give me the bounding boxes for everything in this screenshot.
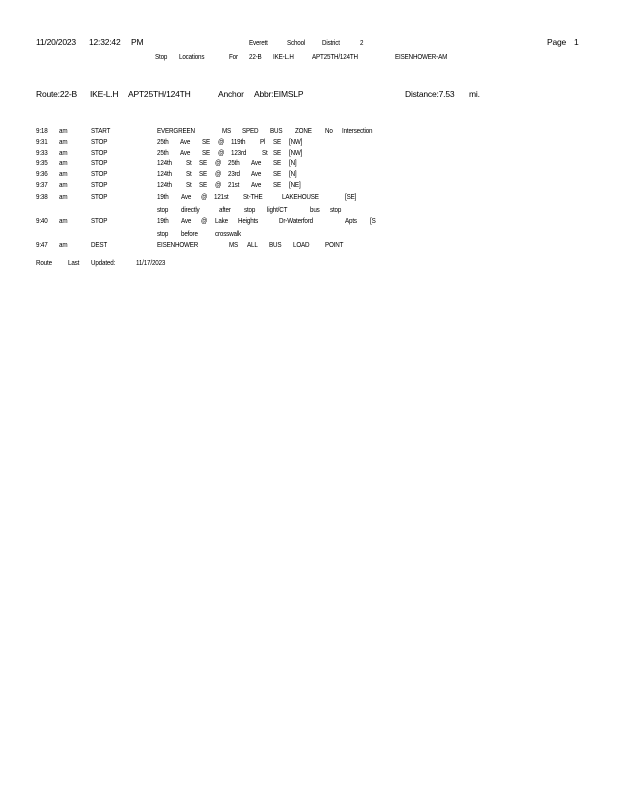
stop-description-word: bus <box>310 205 320 214</box>
subtitle-word: APT25TH/124TH <box>312 52 358 61</box>
stop-description-word: 123rd <box>231 148 247 157</box>
stop-description-word: before <box>181 229 198 238</box>
stop-description-word: 124th <box>157 169 172 178</box>
stop-description-word: Ave <box>181 192 192 201</box>
stop-description-word: St-THE <box>243 192 263 201</box>
stop-time: 9:33 <box>36 148 48 157</box>
stop-description-word: Ave <box>251 169 262 178</box>
stop-description-word: LOAD <box>293 240 310 249</box>
stop-description-word: @ <box>215 158 222 167</box>
stop-description-word: @ <box>201 216 208 225</box>
stop-description-word: @ <box>218 137 225 146</box>
page-number: 1 <box>574 37 579 47</box>
route-id: Route:22-B <box>36 89 77 99</box>
stop-description-word: 121st <box>214 192 229 201</box>
stop-type: STOP <box>91 180 108 189</box>
stop-description-word: 25th <box>157 148 169 157</box>
stop-description-word: ALL <box>247 240 258 249</box>
stop-description-word: MS <box>222 126 232 135</box>
stop-description-word: St <box>186 158 192 167</box>
stop-description-word: BUS <box>269 240 282 249</box>
stop-description-word: SE <box>199 169 208 178</box>
stop-time: 9:36 <box>36 169 48 178</box>
stop-ampm: am <box>59 240 68 249</box>
stop-description-word: @ <box>201 192 208 201</box>
stop-ampm: am <box>59 126 68 135</box>
stop-description-word: SE <box>273 158 282 167</box>
stop-time: 9:38 <box>36 192 48 201</box>
stop-description-word: Ave <box>251 158 262 167</box>
stop-description-word: 21st <box>228 180 240 189</box>
stop-time: 9:40 <box>36 216 48 225</box>
org-word: District <box>322 38 340 47</box>
report-date: 11/20/2023 <box>36 37 76 47</box>
stop-description-word: POINT <box>325 240 344 249</box>
stop-description-word: 19th <box>157 192 169 201</box>
stop-description-word: Apts <box>345 216 357 225</box>
subtitle-word: 22-B <box>249 52 262 61</box>
stop-description-word: EISENHOWER <box>157 240 199 249</box>
distance-units: mi. <box>469 89 480 99</box>
footer-word: Updated: <box>91 258 116 267</box>
stop-type: STOP <box>91 216 108 225</box>
stop-description-word: 23rd <box>228 169 240 178</box>
stop-description-word: LAKEHOUSE <box>282 192 319 201</box>
stop-description-word: SPED <box>242 126 259 135</box>
stop-time: 9:37 <box>36 180 48 189</box>
stop-type: STOP <box>91 148 108 157</box>
stop-description-word: [NW] <box>289 148 303 157</box>
report-ampm: PM <box>131 37 144 47</box>
stop-description-word: [NW] <box>289 137 303 146</box>
stop-ampm: am <box>59 148 68 157</box>
stop-description-word: SE <box>273 169 282 178</box>
report-time: 12:32:42 <box>89 37 121 47</box>
stop-description-word: SE <box>202 137 211 146</box>
stop-type: DEST <box>91 240 108 249</box>
footer-word: Last <box>68 258 80 267</box>
stop-description-word: 124th <box>157 180 172 189</box>
stop-description-word: @ <box>215 169 222 178</box>
stop-description-word: Intersection <box>342 126 373 135</box>
stop-description-word: Ave <box>180 137 191 146</box>
stop-type: STOP <box>91 137 108 146</box>
stop-description-word: SE <box>273 137 282 146</box>
stop-ampm: am <box>59 180 68 189</box>
stop-description-word: SE <box>273 148 282 157</box>
stop-description-word: St <box>262 148 268 157</box>
stop-description-word: stop <box>157 205 169 214</box>
stop-description-word: SE <box>273 180 282 189</box>
stop-description-word: after <box>219 205 231 214</box>
stop-description-word: @ <box>215 180 222 189</box>
stop-description-word: [S <box>370 216 376 225</box>
stop-description-word: St <box>186 180 192 189</box>
stop-description-word: SE <box>202 148 211 157</box>
stop-description-word: 19th <box>157 216 169 225</box>
stop-description-word: stop <box>244 205 256 214</box>
stop-description-word: 25th <box>228 158 240 167</box>
stop-description-word: No <box>325 126 333 135</box>
route-abbr: Abbr:EIMSLP <box>254 89 304 99</box>
stop-time: 9:47 <box>36 240 48 249</box>
stop-description-word: ZONE <box>295 126 312 135</box>
stop-description-word: [N] <box>289 169 297 178</box>
footer-word: Route <box>36 258 52 267</box>
stop-ampm: am <box>59 158 68 167</box>
stop-description-word: 124th <box>157 158 172 167</box>
stop-type: STOP <box>91 169 108 178</box>
stop-description-word: [NE] <box>289 180 301 189</box>
stop-time: 9:35 <box>36 158 48 167</box>
stop-description-word: 119th <box>231 137 246 146</box>
stop-description-word: EVERGREEN <box>157 126 195 135</box>
stop-description-word: Dr-Waterford <box>279 216 313 225</box>
route-code: IKE-L.H <box>90 89 119 99</box>
stop-description-word: Ave <box>180 148 191 157</box>
subtitle-word: For <box>229 52 238 61</box>
subtitle-word: IKE-L.H <box>273 52 294 61</box>
subtitle-word: Stop <box>155 52 168 61</box>
stop-description-word: [SE] <box>345 192 357 201</box>
stop-description-word: stop <box>330 205 342 214</box>
stop-description-word: 25th <box>157 137 169 146</box>
stop-description-word: crosswalk <box>215 229 242 238</box>
route-name: APT25TH/124TH <box>128 89 191 99</box>
stop-description-word: stop <box>157 229 169 238</box>
stop-type: STOP <box>91 192 108 201</box>
org-word: Everett <box>249 38 268 47</box>
anchor-label: Anchor <box>218 89 244 99</box>
stop-description-word: @ <box>218 148 225 157</box>
stop-description-word: SE <box>199 180 208 189</box>
last-updated-date: 11/17/2023 <box>136 258 166 267</box>
org-word: School <box>287 38 306 47</box>
stop-description-word: St <box>186 169 192 178</box>
subtitle-word: Locations <box>179 52 205 61</box>
stop-ampm: am <box>59 169 68 178</box>
stop-description-word: Heights <box>238 216 259 225</box>
stop-type: STOP <box>91 158 108 167</box>
stop-description-word: MS <box>229 240 239 249</box>
stop-ampm: am <box>59 216 68 225</box>
subtitle-word: EISENHOWER-AM <box>395 52 448 61</box>
stop-description-word: Lake <box>215 216 228 225</box>
stop-description-word: light/CT <box>267 205 288 214</box>
stop-description-word: BUS <box>270 126 283 135</box>
stop-ampm: am <box>59 192 68 201</box>
page-label: Page <box>547 37 567 47</box>
org-word: 2 <box>360 38 364 47</box>
stop-description-word: Ave <box>251 180 262 189</box>
stop-description-word: Ave <box>181 216 192 225</box>
stop-ampm: am <box>59 137 68 146</box>
stop-time: 9:18 <box>36 126 48 135</box>
stop-description-word: [N] <box>289 158 297 167</box>
stop-description-word: SE <box>199 158 208 167</box>
stop-type: START <box>91 126 111 135</box>
stop-description-word: Pl <box>260 137 266 146</box>
route-distance: Distance:7.53 <box>405 89 455 99</box>
stop-description-word: directly <box>181 205 200 214</box>
stop-time: 9:31 <box>36 137 48 146</box>
